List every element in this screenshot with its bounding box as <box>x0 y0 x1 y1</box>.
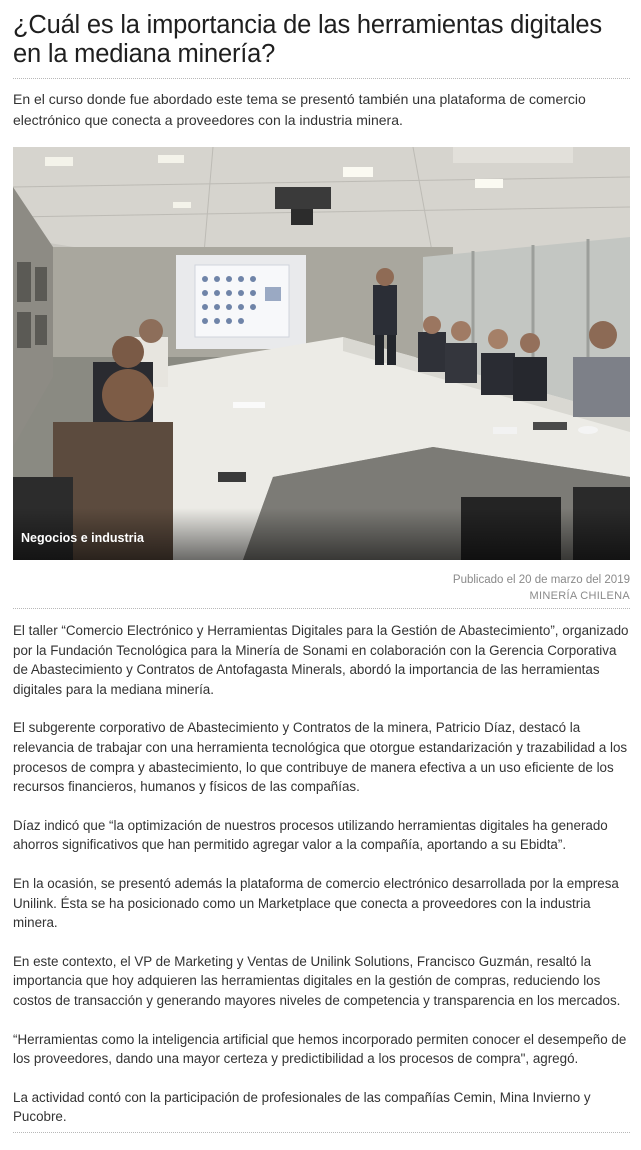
paragraph: “Herramientas como la inteligencia artificial que hemos incorporado permiten conocer el desempeño de los proveedores, dando una mayor certeza y predictibilidad a los procesos de compra", agregó. <box>13 1031 627 1067</box>
source-label: MINERÍA CHILENA <box>529 590 630 602</box>
photo-caption <box>13 508 630 560</box>
paragraph: La actividad contó con la participación de profesionales de las compañías Cemin, Mina Invierno y Pucobre. <box>13 1089 591 1125</box>
paragraph: Díaz indicó que “la optimización de nuestros procesos utilizando herramientas digitales ha generado ahorros significativos que han permitido agregar valor a la compañía, aportando a su Ebidta”. <box>13 817 608 853</box>
article-body <box>13 621 630 1127</box>
paragraph: En este contexto, el VP de Marketing y Ventas de Unilink Solutions, Francisco Guzmán, resaltó la importancia que hoy adquieren las herramientas digitales en la gestión de compras, reduciendo los costos de transacción y generando mayores niveles de competencia y transparencia en los mercados. <box>13 953 621 1008</box>
paragraph: El taller “Comercio Electrónico y Herramientas Digitales para la Gestión de Abastecimiento”, organizado por la Fundación Tecnológica para la Minería de Sonami en colaboración con la Gerencia Corporativa de Abastecimiento y Contratos de Antofagasta Minerals, abordó la importancia de las herramientas digitales para la mediana minería. <box>13 623 629 697</box>
meeting-room-illustration <box>13 147 630 560</box>
footer-divider <box>13 1132 630 1133</box>
category-label[interactable]: Negocios e industria <box>21 531 144 545</box>
article <box>13 0 630 1127</box>
paragraph: En la ocasión, se presentó además la plataforma de comercio electrónico desarrollada por la empresa Unilink. Ésta se ha posicionado como un Marketplace que conecta a proveedores con la industria minera. <box>13 875 619 931</box>
title-divider <box>13 78 630 79</box>
article-meta <box>13 572 630 604</box>
paragraph: El subgerente corporativo de Abastecimiento y Contratos de la minera, Patricio Díaz, destacó la relevancia de trabajar con una herramienta tecnológica que otorgue estandarización y trazabilidad a los procesos de compra y abastecimiento, lo que contribuye de manera efectiva a un uso eficiente de los recursos financieros, humanos y físicos de las compañías. <box>13 720 628 795</box>
article-title: ¿Cuál es la importancia de las herramientas digitales en la mediana minería? <box>13 11 602 68</box>
meta-divider <box>13 608 630 609</box>
publish-date: Publicado el 20 de marzo del 2019 <box>452 574 630 586</box>
article-photo[interactable] <box>13 147 630 560</box>
article-lead: En el curso donde fue abordado este tema se presentó también una plataforma de comercio electrónico que conecta a proveedores con la industria minera. <box>13 91 586 128</box>
